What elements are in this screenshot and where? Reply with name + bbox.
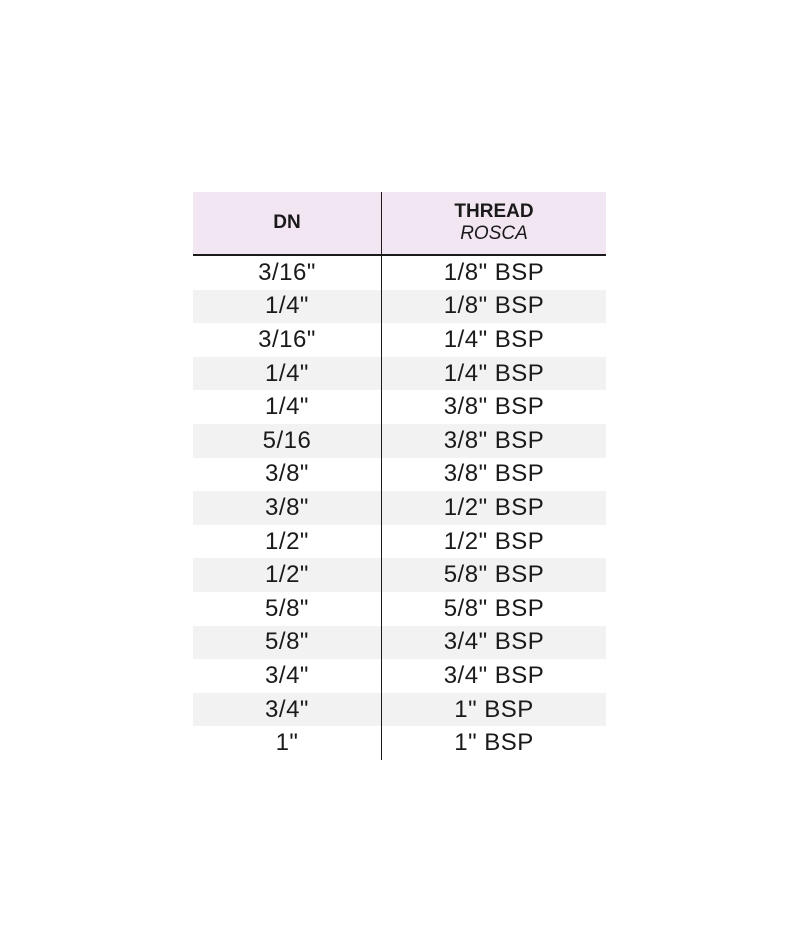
table-row (193, 726, 606, 760)
cell-dn: 1/4" (193, 290, 382, 324)
cell-thread: 1/8" BSP (443, 292, 545, 320)
table-row (193, 525, 606, 559)
cell-dn: 1/2" (193, 525, 382, 559)
table-row (193, 357, 606, 391)
cell-dn: 3/16" (193, 256, 382, 290)
table-row (193, 693, 606, 727)
cell-dn: 3/16" (193, 323, 382, 357)
table-row (193, 558, 606, 592)
cell-thread: 1/2" BSP (443, 493, 545, 521)
cell-thread: 1/2" BSP (443, 527, 545, 555)
table-row (193, 458, 606, 492)
cell-dn: 5/8" (193, 592, 382, 626)
cell-thread: 1/4" BSP (443, 359, 545, 387)
table-row (193, 390, 606, 424)
cell-thread: 1" BSP (454, 729, 534, 757)
table-row (193, 424, 606, 458)
cell-thread: 3/8" BSP (443, 426, 545, 454)
cell-dn: 1" (193, 726, 382, 760)
cell-dn: 3/4" (193, 659, 382, 693)
header-thread-sublabel: ROSCA (460, 223, 528, 244)
table-row (193, 290, 606, 324)
cell-thread: 3/4" BSP (443, 628, 545, 656)
header-dn-label: DN (273, 212, 301, 233)
table-body (193, 256, 606, 760)
cell-dn: 1/2" (193, 558, 382, 592)
cell-thread: 3/4" BSP (443, 661, 545, 689)
cell-thread: 1/4" BSP (443, 325, 545, 353)
table-row (193, 256, 606, 290)
header-thread-label: THREAD (454, 201, 534, 222)
cell-dn: 5/16 (193, 424, 382, 458)
table-row (193, 626, 606, 660)
cell-thread: 3/8" BSP (443, 460, 545, 488)
cell-dn: 1/4" (193, 357, 382, 391)
cell-thread: 1/8" BSP (443, 258, 545, 286)
header-thread (382, 192, 606, 254)
cell-thread: 5/8" BSP (443, 561, 545, 589)
cell-dn: 5/8" (193, 626, 382, 660)
table-row (193, 491, 606, 525)
table-header (193, 192, 606, 256)
spec-table (193, 192, 606, 760)
header-dn (193, 192, 382, 254)
cell-dn: 3/4" (193, 693, 382, 727)
cell-thread: 3/8" BSP (443, 393, 545, 421)
table-row (193, 659, 606, 693)
cell-thread: 1" BSP (454, 695, 534, 723)
cell-thread: 5/8" BSP (443, 594, 545, 622)
cell-dn: 3/8" (193, 491, 382, 525)
cell-dn: 1/4" (193, 390, 382, 424)
cell-dn: 3/8" (193, 458, 382, 492)
table-row (193, 323, 606, 357)
table-row (193, 592, 606, 626)
